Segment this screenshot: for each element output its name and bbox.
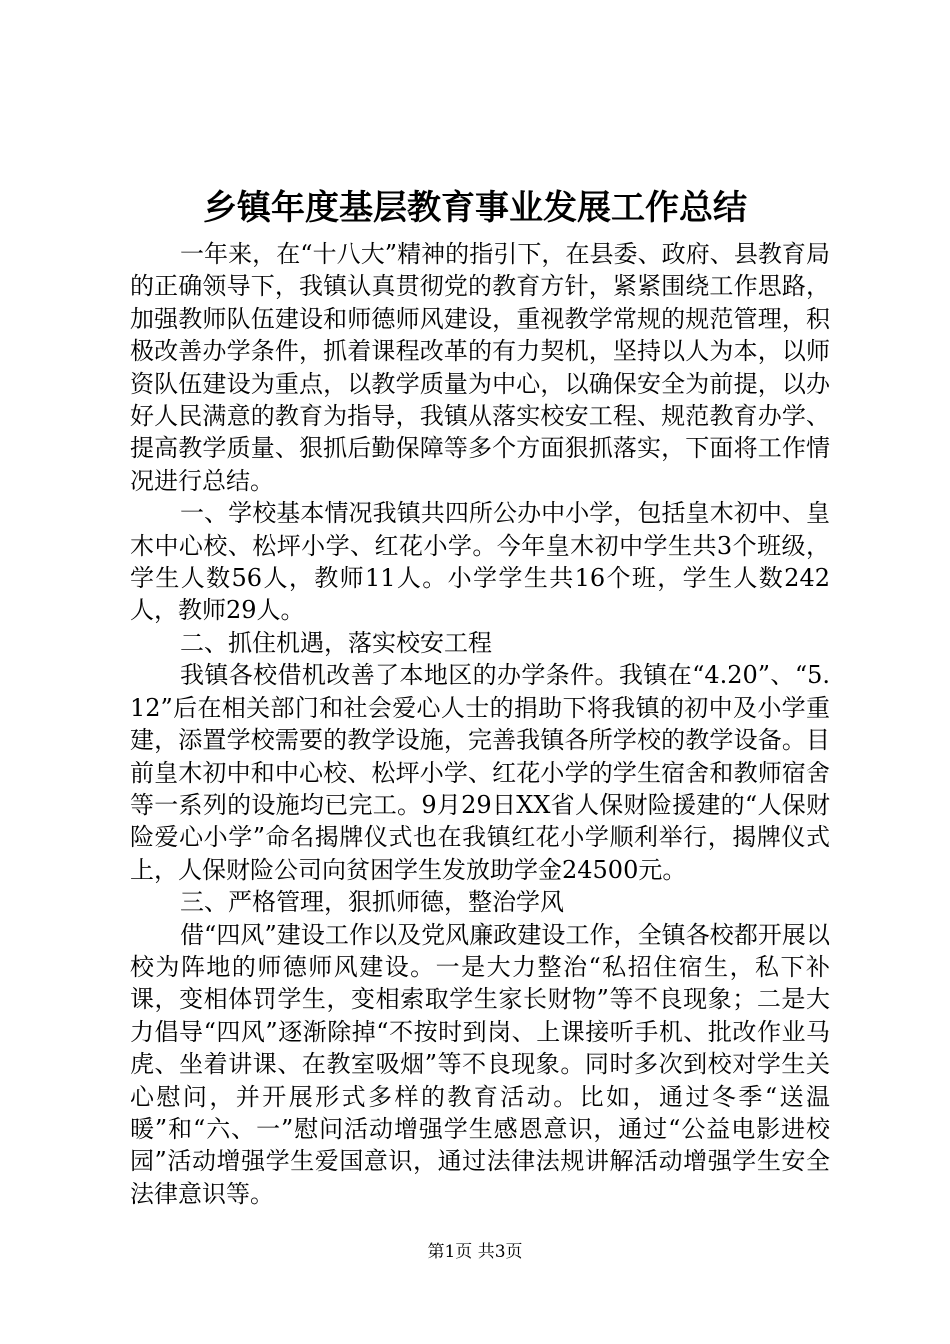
page-footer: 第1页 共3页: [427, 1242, 523, 1262]
document-title: 乡镇年度基层教育事业发展工作总结: [203, 188, 747, 228]
paragraph-intro: 一年来，在“十八大”精神的指引下，在县委、政府、县教育局的正确领导下，我镇认真贯彻党的教育方针，紧紧围绕工作思路，加强教师队伍建设和师德师风建设，重视教学常规的规范管理，积极改善办学条件，抓着课程改革的有力契机，坚持以人为本，以师资队伍建设为重点，以教学质量为中心，以确保安全为前提，以办好人民满意的教育为指导，我镇从落实校安工程、规范教育办学、提高教学质量、狠抓后勤保障等多个方面狠抓落实，下面将工作情况进行总结。: [130, 240, 830, 495]
paragraph-school-safety: 我镇各校借机改善了本地区的办学条件。我镇在“4.20”、“5.12”后在相关部门和社会爱心人士的捐助下将我镇的初中及小学重建，添置学校需要的教学设施，完善我镇各所学校的教学设备。目前皇木初中和中心校、松坪小学、红花小学的学生宿舍和教师宿舍等一系列的设施均已完工。9月29日XX省人保财险援建的“人保财险爱心小学”命名揭牌仪式也在我镇红花小学顺利举行，揭牌仪式上，人保财险公司向贫困学生发放助学金24500元。: [130, 661, 830, 884]
section-heading-3: 三、严格管理，狠抓师德，整治学风: [180, 888, 564, 917]
paragraph-school-overview: 一、学校基本情况我镇共四所公办中小学，包括皇木初中、皇木中心校、松坪小学、红花小学。今年皇木初中学生共3个班级，学生人数56人，教师11人。小学学生共16个班，学生人数242人，教师29人。: [130, 499, 830, 625]
section-heading-2: 二、抓住机遇，落实校安工程: [180, 628, 492, 657]
paragraph-ethics: 借“四风”建设工作以及党风廉政建设工作，全镇各校都开展以校为阵地的师德师风建设。一是大力整治“私招住宿生，私下补课，变相体罚学生，变相索取学生家长财物”等不良现象；二是大力倡导“四风”逐渐除掉“不按时到岗、上课接听手机、批改作业马虎、坐着讲课、在教室吸烟”等不良现象。同时多次到校对学生关心慰问，并开展形式多样的教育活动。比如，通过冬季“送温暖”和“六、一”慰问活动增强学生感恩意识，通过“公益电影进校园”活动增强学生爱国意识，通过法律法规讲解活动增强学生安全法律意识等。: [130, 920, 830, 1208]
document-body: [130, 238, 830, 1210]
